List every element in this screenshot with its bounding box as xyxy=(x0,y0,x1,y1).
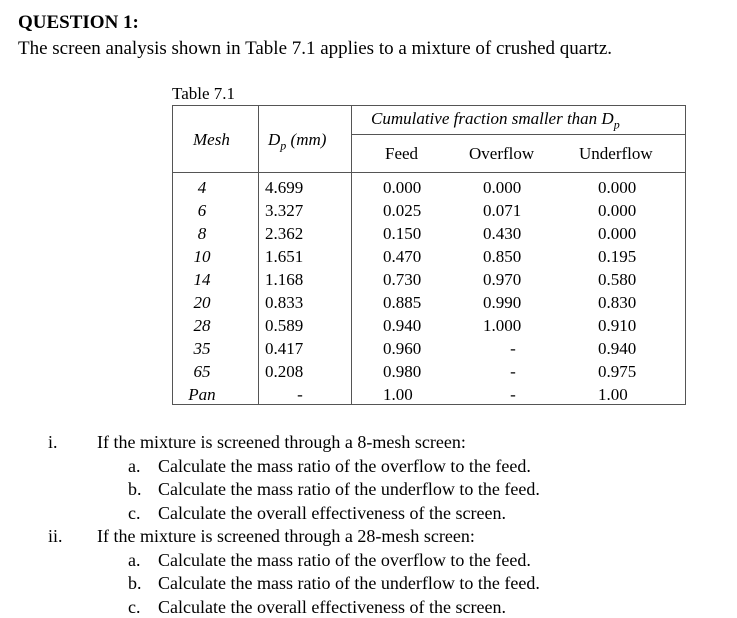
particle-diameter-cell: 0.589 xyxy=(265,316,304,335)
header-overflow: Overflow xyxy=(469,144,535,163)
feed-cell: 0.940 xyxy=(383,316,422,335)
overflow-cell: 0.430 xyxy=(483,224,522,243)
overflow-cell: 0.071 xyxy=(483,201,522,220)
part-text: Calculate the mass ratio of the overflow to the feed. xyxy=(158,455,531,476)
mesh-cell: 4 xyxy=(197,178,207,197)
overflow-cell: 0.990 xyxy=(483,293,522,312)
part-text: Calculate the mass ratio of the underflow to the feed. xyxy=(158,573,540,593)
particle-diameter-cell: 1.651 xyxy=(265,247,304,266)
mesh-cell: 65 xyxy=(193,362,211,381)
particle-diameter-cell: 3.327 xyxy=(265,201,304,220)
overflow-cell: - xyxy=(510,362,516,381)
particle-diameter-cell: 4.699 xyxy=(265,178,304,197)
feed-cell: 0.470 xyxy=(383,247,422,266)
header-underflow: Underflow xyxy=(579,144,653,163)
mesh-cell: 6 xyxy=(197,201,207,220)
particle-diameter-cell: 0.833 xyxy=(265,293,304,312)
question-intro: The screen analysis shown in Table 7.1 applies to a mixture of crushed quartz. xyxy=(18,38,613,59)
overflow-cell: - xyxy=(510,339,516,358)
overflow-cell: - xyxy=(510,385,516,404)
header-feed: Feed xyxy=(385,144,419,163)
mesh-cell: 28 xyxy=(193,316,211,335)
feed-cell: 0.025 xyxy=(383,201,422,220)
underflow-cell: 1.00 xyxy=(598,385,628,404)
underflow-cell: 0.910 xyxy=(598,316,637,335)
part-marker: c. xyxy=(128,502,141,523)
part-text: Calculate the mass ratio of the overflow to the feed. xyxy=(158,549,531,570)
overflow-cell: 0.970 xyxy=(483,270,522,289)
feed-cell: 1.00 xyxy=(383,385,413,404)
underflow-cell: 0.830 xyxy=(598,293,637,312)
mesh-cell: 10 xyxy=(193,247,211,266)
part-marker: ii. xyxy=(48,526,63,546)
feed-cell: 0.000 xyxy=(383,178,422,197)
overflow-cell: 0.000 xyxy=(483,178,522,197)
underflow-cell: 0.940 xyxy=(598,339,637,358)
part-marker: a. xyxy=(128,549,141,570)
underflow-cell: 0.000 xyxy=(598,201,637,220)
particle-diameter-cell: 0.417 xyxy=(265,339,304,358)
part-marker: i. xyxy=(48,432,58,452)
table-divider xyxy=(173,172,685,173)
overflow-cell: 1.000 xyxy=(483,316,522,335)
part-marker: b. xyxy=(128,573,142,593)
underflow-cell: 0.195 xyxy=(598,247,637,266)
underflow-cell: 0.580 xyxy=(598,270,637,289)
header-cumulative-fraction: Cumulative fraction smaller than $D_p$ xyxy=(371,109,620,132)
mesh-cell: 20 xyxy=(193,293,211,312)
particle-diameter-cell: 1.168 xyxy=(265,270,304,289)
underflow-cell: 0.000 xyxy=(598,178,637,197)
mesh-cell: 35 xyxy=(193,339,211,358)
question-title: QUESTION 1: xyxy=(18,12,139,33)
particle-diameter-cell: 0.208 xyxy=(265,362,304,381)
part-text: Calculate the overall effectiveness of the screen. xyxy=(158,596,507,617)
table-caption: Table 7.1 xyxy=(172,84,236,103)
underflow-cell: 0.975 xyxy=(598,362,637,381)
header-particle-diameter: $D_p$ (mm) xyxy=(268,130,327,153)
mesh-cell: 14 xyxy=(193,270,211,289)
feed-cell: 0.730 xyxy=(383,270,422,289)
feed-cell: 0.960 xyxy=(383,339,422,358)
feed-cell: 0.980 xyxy=(383,362,422,381)
overflow-cell: 0.850 xyxy=(483,247,522,266)
table-body xyxy=(173,174,685,404)
part-marker: c. xyxy=(128,596,141,617)
underflow-cell: 0.000 xyxy=(598,224,637,243)
part-text: Calculate the overall effectiveness of the screen. xyxy=(158,502,507,523)
part-text: Calculate the mass ratio of the underflow to the feed. xyxy=(158,479,540,499)
feed-cell: 0.885 xyxy=(383,293,422,312)
particle-diameter-cell: - xyxy=(297,385,303,404)
part-text: If the mixture is screened through a 8-mesh screen: xyxy=(97,432,466,452)
part-marker: b. xyxy=(128,479,142,499)
table-divider xyxy=(351,134,685,135)
mesh-cell: 8 xyxy=(197,224,207,243)
header-mesh: Mesh xyxy=(193,130,230,149)
part-text: If the mixture is screened through a 28-mesh screen: xyxy=(97,526,475,546)
mesh-cell: Pan xyxy=(188,385,216,404)
feed-cell: 0.150 xyxy=(383,224,422,243)
particle-diameter-cell: 2.362 xyxy=(265,224,304,243)
screen-analysis-table xyxy=(172,105,686,405)
part-marker: a. xyxy=(128,455,141,476)
